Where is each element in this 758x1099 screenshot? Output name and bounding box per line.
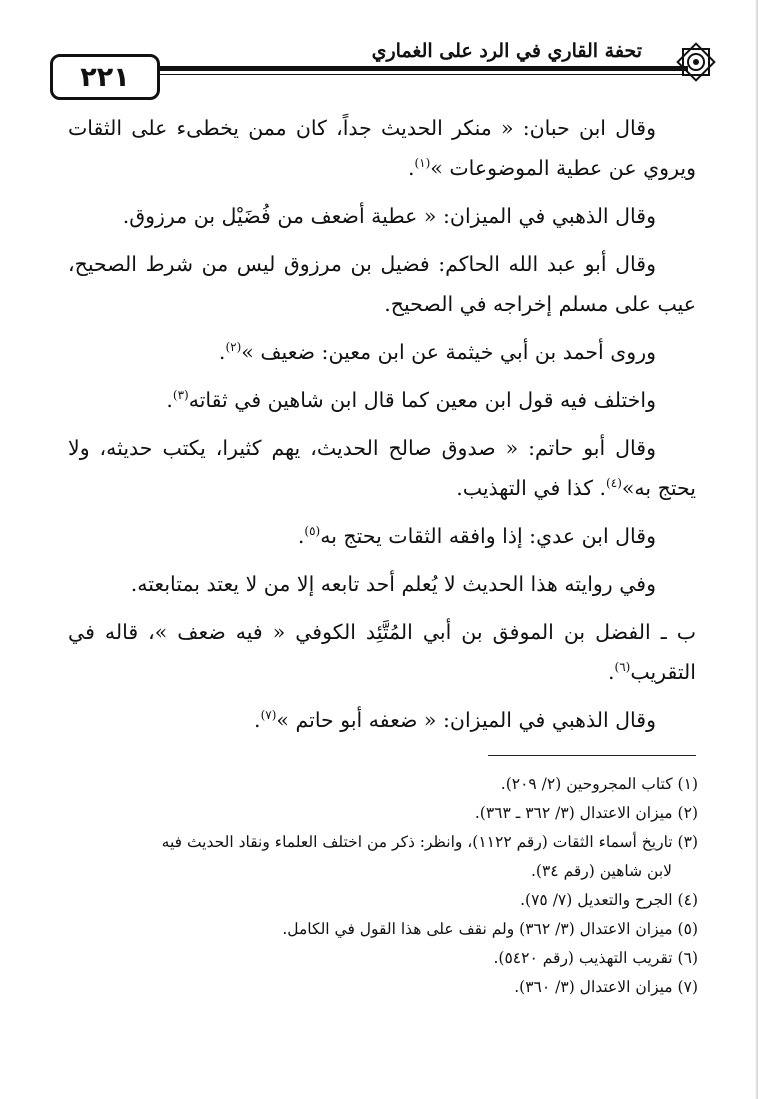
paragraph: وقال أبو عبد الله الحاكم: فضيل بن مرزوق ليس من شرط الصحيح، عيب على مسلم إخراجه في الصحيح.: [68, 252, 696, 316]
book-title: تحفة القاري في الرد على الغماري: [368, 40, 646, 62]
paragraph: وقال أبو حاتم: « صدوق صالح الحديث، يهم كثيرا، يكتب حديثه، ولا يحتج به»$^{(٤)}$. كذا في التهذيب.: [68, 436, 696, 500]
footnote-ref: (٣): [172, 388, 189, 403]
footnote-ref: (٦): [614, 660, 631, 675]
footnote-separator: [488, 755, 696, 756]
main-text: [68, 108, 696, 748]
paragraph: وروى أحمد بن أبي خيثمة عن ابن معين: ضعيف »$^{(٢)}$.: [218, 340, 656, 364]
footnote: (٦) تقريب التهذيب (رقم ٥٤٢٠).: [493, 949, 698, 967]
paragraph: واختلف فيه قول ابن معين كما قال ابن شاهين في ثقاته$^{(٣)}$.: [166, 388, 656, 412]
footnotes: [58, 770, 698, 1002]
footnote: (٧) ميزان الاعتدال (٣/ ٣٦٠).: [514, 978, 698, 996]
header-rule-thin: [138, 74, 688, 75]
paragraph: وقال ابن عدي: إذا وافقه الثقات يحتج به$^{(٥)}$.: [297, 524, 656, 548]
footnote: (٥) ميزان الاعتدال (٣/ ٣٦٢) ولم نقف على هذا القول في الكامل.: [282, 920, 698, 938]
paragraph: وقال الذهبي في الميزان: « ضعفه أبو حاتم »$^{(٧)}$.: [254, 708, 656, 732]
paragraph: وقال الذهبي في الميزان: « عطية أضعف من فُضَيْل بن مرزوق.: [122, 204, 656, 228]
footnote-ref: (١): [414, 156, 431, 171]
footnote-ref: (٧): [260, 708, 277, 723]
footnote: (٤) الجرح والتعديل (٧/ ٧٥).: [520, 891, 698, 909]
page-number: ٢٢١: [50, 54, 160, 100]
footnote-ref: (٤): [606, 476, 622, 491]
header-rule-thick: [138, 66, 688, 71]
footnote-ref: (٥): [304, 524, 321, 539]
footnote: (٣) تاريخ أسماء الثقات (رقم ١١٢٢)، وانظر: ذكر من اختلف العلماء ونقاد الحديث فيه: [161, 833, 698, 851]
paragraph: ب ـ الفضل بن الموفق بن أبي المُتَّئِد الكوفي « فيه ضعف »، قاله في التقريب$^{(٦)}$.: [68, 620, 696, 684]
ornament-star-icon: [674, 40, 718, 84]
page-header: [38, 40, 718, 100]
footnote-continuation: لابن شاهين (رقم ٣٤).: [531, 862, 672, 880]
footnote: (١) كتاب المجروحين (٢/ ٢٠٩).: [500, 775, 698, 793]
footnote-ref: (٢): [225, 340, 242, 355]
paragraph: وفي روايته هذا الحديث لا يُعلم أحد تابعه إلا من لا يعتد بمتابعته.: [130, 572, 656, 596]
paragraph: وقال ابن حبان: « منكر الحديث جداً، كان ممن يخطىء على الثقات ويروي عن عطية الموضوعات »$^{(١)}$.: [68, 116, 696, 180]
footnote: (٢) ميزان الاعتدال (٣/ ٣٦٢ ـ ٣٦٣).: [474, 804, 698, 822]
